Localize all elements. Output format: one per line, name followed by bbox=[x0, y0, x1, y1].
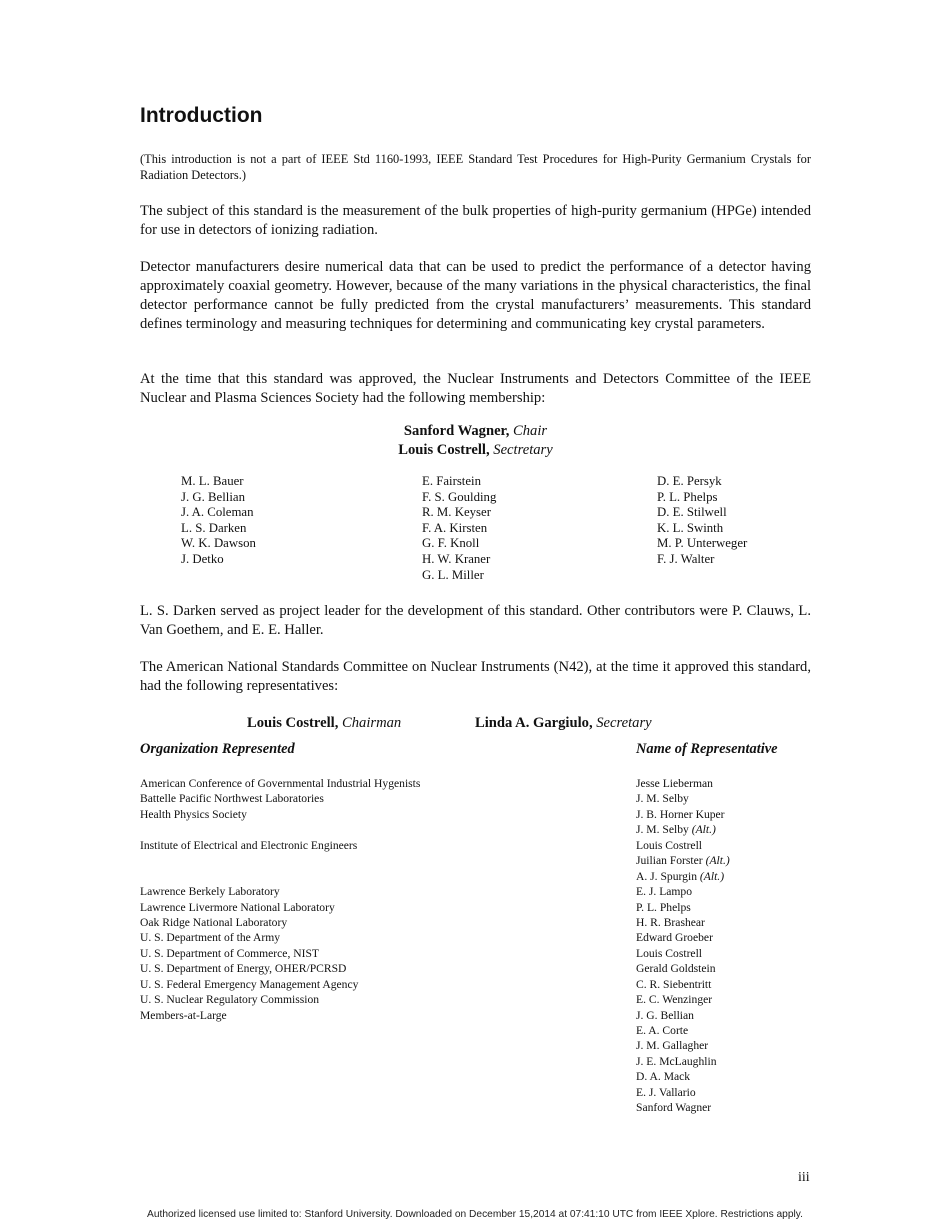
representative-name: E. C. Wenzinger bbox=[636, 993, 713, 1007]
representative-name: Edward Groeber bbox=[636, 931, 713, 945]
n42-chairman-role: Chairman bbox=[342, 715, 402, 731]
organization-item: U. S. Department of Commerce, NIST bbox=[140, 946, 320, 960]
representative-name: J. E. McLaughlin bbox=[636, 1054, 717, 1068]
representative-item bbox=[636, 1069, 730, 1084]
organization-item: Health Physics Society bbox=[140, 807, 247, 821]
paragraph-project-leader: L. S. Darken served as project leader for the development of this standard. Other contributors were P. Clauws, L. Van Goethem, and E. E. Haller. bbox=[140, 603, 811, 638]
introduction-note: (This introduction is not a part of IEEE Std 1160-1993, IEEE Standard Test Procedures for High-Purity Germanium Crystals for Radiation Detectors.) bbox=[140, 152, 811, 182]
representative-item bbox=[636, 992, 730, 1007]
organization-item bbox=[140, 869, 420, 884]
representative-item bbox=[636, 915, 730, 930]
representative-item bbox=[636, 853, 730, 868]
paragraph-committee-intro: At the time that this standard was approved, the Nuclear Instruments and Detectors Committee of the IEEE Nuclear and Plasma Sciences Society had the following membership: bbox=[140, 371, 811, 406]
committee-member: M. P. Unterweger bbox=[657, 536, 748, 551]
organization-item bbox=[140, 822, 420, 837]
committee-member: P. L. Phelps bbox=[657, 489, 718, 504]
page-number: iii bbox=[798, 1170, 810, 1185]
paragraph-n42-intro: The American National Standards Committee on Nuclear Instruments (N42), at the time it approved this standard, had the following representatives: bbox=[140, 659, 811, 694]
chair-role: Chair bbox=[513, 423, 548, 439]
organization-item: U. S. Nuclear Regulatory Commission bbox=[140, 993, 320, 1007]
representative-item bbox=[636, 822, 730, 837]
n42-secretary-name: Linda A. Gargiulo, bbox=[475, 715, 593, 731]
alternate-marker: (Alt.) bbox=[705, 854, 730, 868]
page-title: Introduction bbox=[140, 104, 263, 127]
representative-item bbox=[636, 946, 730, 961]
organization-list bbox=[140, 776, 420, 1023]
n42-secretary bbox=[475, 714, 652, 733]
representative-item bbox=[636, 838, 730, 853]
representative-item bbox=[636, 807, 730, 822]
committee-member: H. W. Kraner bbox=[422, 551, 491, 566]
committee-member: F. S. Goulding bbox=[422, 489, 497, 504]
representative-name: P. L. Phelps bbox=[636, 900, 691, 914]
organization-item: U. S. Department of the Army bbox=[140, 931, 281, 945]
representative-name: J. M. Gallagher bbox=[636, 1039, 709, 1053]
representative-name: Gerald Goldstein bbox=[636, 962, 716, 976]
committee-member: M. L. Bauer bbox=[181, 474, 244, 488]
n42-secretary-role: Secretary bbox=[596, 715, 652, 731]
committee-secretary bbox=[140, 441, 811, 460]
organization-header: Organization Represented bbox=[140, 741, 295, 757]
representative-item bbox=[636, 1054, 730, 1069]
representative-item bbox=[636, 977, 730, 992]
organization-item: U. S. Department of Energy, OHER/PCRSD bbox=[140, 962, 347, 976]
representative-name: J. B. Horner Kuper bbox=[636, 807, 725, 821]
committee-member: K. L. Swinth bbox=[657, 520, 724, 535]
representative-item bbox=[636, 1038, 730, 1053]
representative-name: Louis Costrell bbox=[636, 946, 703, 960]
organization-item: Lawrence Livermore National Laboratory bbox=[140, 900, 335, 914]
representative-name: Juilian Forster bbox=[636, 854, 703, 868]
license-footer: Authorized licensed use limited to: Stanford University. Downloaded on December 15,2014 at 07:41:10 UTC from IEEE Xplore. Restrictions apply. bbox=[147, 1209, 803, 1220]
alternate-marker: (Alt.) bbox=[699, 869, 725, 883]
member-column-2 bbox=[422, 474, 496, 583]
representative-name: E. A. Corte bbox=[636, 1024, 689, 1037]
committee-member: J. G. Bellian bbox=[181, 489, 245, 504]
representative-name: Jesse Lieberman bbox=[636, 777, 713, 790]
committee-member: D. E. Stilwell bbox=[657, 505, 727, 520]
representative-name: J. M. Selby bbox=[636, 792, 689, 806]
organization-item: American Conference of Governmental Industrial Hygenists bbox=[140, 777, 421, 790]
organization-item: Members-at-Large bbox=[140, 1008, 227, 1022]
organization-item: Oak Ridge National Laboratory bbox=[140, 915, 288, 929]
representative-name: E. J. Lampo bbox=[636, 885, 693, 899]
representative-name: Sanford Wagner bbox=[636, 1101, 712, 1115]
committee-member: J. Detko bbox=[181, 551, 224, 566]
representative-item bbox=[636, 1085, 730, 1100]
alternate-marker: (Alt.) bbox=[691, 823, 716, 837]
representative-item bbox=[636, 1008, 730, 1023]
n42-chairman bbox=[247, 714, 401, 733]
representative-item bbox=[636, 791, 730, 806]
representative-list bbox=[636, 776, 730, 1116]
representative-item bbox=[636, 884, 730, 899]
committee-member: F. J. Walter bbox=[657, 551, 715, 566]
organization-item bbox=[140, 853, 420, 868]
representative-name: J. G. Bellian bbox=[636, 1008, 694, 1022]
committee-member: G. L. Miller bbox=[422, 567, 484, 582]
organization-item: U. S. Federal Emergency Management Agency bbox=[140, 977, 359, 991]
n42-chairman-name: Louis Costrell, bbox=[247, 715, 339, 731]
organization-item: Institute of Electrical and Electronic Engineers bbox=[140, 838, 358, 852]
committee-member: F. A. Kirsten bbox=[422, 520, 488, 535]
organization-item: Battelle Pacific Northwest Laboratories bbox=[140, 792, 324, 806]
representative-header: Name of Representative bbox=[636, 741, 778, 757]
representative-item bbox=[636, 1100, 730, 1115]
representative-name: D. A. Mack bbox=[636, 1070, 691, 1084]
chair-name: Sanford Wagner, bbox=[403, 423, 510, 439]
representative-item bbox=[636, 1023, 730, 1038]
representative-item bbox=[636, 900, 730, 915]
committee-member: G. F. Knoll bbox=[422, 536, 480, 551]
paragraph-subject: The subject of this standard is the measurement of the bulk properties of high-purity germanium (HPGe) intended for use in detectors of ionizing radiation. bbox=[140, 203, 811, 238]
representative-item bbox=[636, 869, 730, 884]
committee-member: W. K. Dawson bbox=[181, 536, 256, 551]
committee-member: E. Fairstein bbox=[422, 474, 481, 488]
committee-member: R. M. Keyser bbox=[422, 505, 491, 520]
committee-chair bbox=[140, 422, 811, 441]
member-column-1 bbox=[181, 474, 256, 568]
representative-name: J. M. Selby bbox=[636, 823, 689, 837]
committee-member: J. A. Coleman bbox=[181, 505, 254, 520]
representative-name: A. J. Spurgin bbox=[636, 869, 697, 883]
representative-name: H. R. Brashear bbox=[636, 915, 705, 929]
committee-member: D. E. Persyk bbox=[657, 474, 722, 488]
representative-item bbox=[636, 961, 730, 976]
secretary-role: Sectretary bbox=[493, 442, 553, 458]
paragraph-manufacturers: Detector manufacturers desire numerical data that can be used to predict the performance of a detector having approximately coaxial geometry. However, because of the many variations in the physical characteristics, the final detector performance cannot be fully predicted from the crystal manufacturers’ measurements. This standard defines terminology and measuring techniques for determining and communicating key crystal parameters. bbox=[140, 259, 811, 332]
representative-name: E. J. Vallario bbox=[636, 1085, 696, 1099]
member-column-3 bbox=[657, 474, 747, 568]
representative-item bbox=[636, 930, 730, 945]
organization-item: Lawrence Berkely Laboratory bbox=[140, 885, 280, 899]
secretary-name: Louis Costrell, bbox=[398, 442, 490, 458]
committee-member: L. S. Darken bbox=[181, 520, 247, 535]
representative-name: C. R. Siebentritt bbox=[636, 977, 712, 991]
representative-name: Louis Costrell bbox=[636, 838, 703, 852]
representative-item bbox=[636, 776, 730, 791]
committee-officers bbox=[140, 422, 811, 460]
